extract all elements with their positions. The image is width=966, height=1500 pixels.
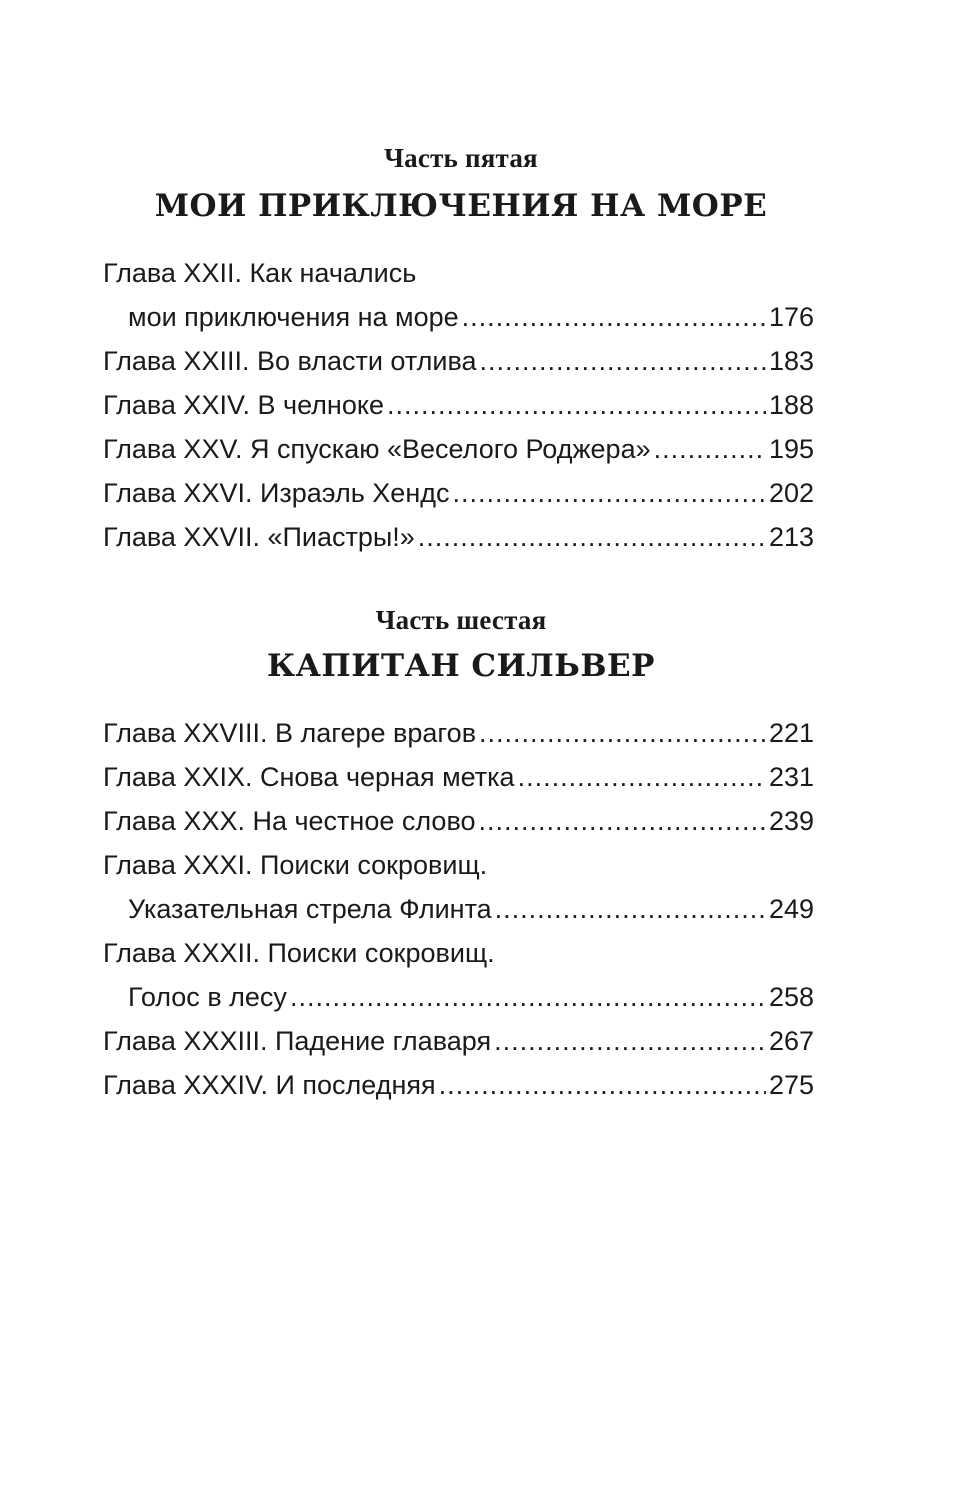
- toc-entry-text: Глава XXV. Я спускаю «Веселого Роджера»: [103, 434, 651, 464]
- toc-entry-text: Глава XXIX. Снова черная метка: [103, 762, 515, 792]
- toc-entry-ch29[interactable]: [103, 759, 814, 795]
- toc-entry-text: Глава XXVI. Израэль Хендс: [103, 478, 450, 508]
- dot-leader: [439, 1067, 766, 1103]
- toc-entry-text: Указательная стрела Флинта: [128, 894, 492, 924]
- toc-entry-text: Голос в лесу: [128, 982, 287, 1012]
- toc-page-number: 176: [768, 302, 814, 332]
- toc-entry-text: Глава XXIV. В челноке: [103, 390, 384, 420]
- toc-entry-ch28[interactable]: [103, 715, 814, 751]
- toc-entry-text: Глава XXXIV. И последняя: [103, 1070, 436, 1100]
- toc-entry-text: Глава XXXII. Поиски сокровищ.: [103, 938, 495, 968]
- toc-entry-text: Глава XXVIII. В лагере врагов: [103, 718, 477, 748]
- toc-entry-ch31-line1[interactable]: [103, 847, 814, 883]
- toc-entry-text: Глава XXXIII. Падение главаря: [103, 1026, 492, 1056]
- toc-entry-ch26[interactable]: [103, 475, 814, 511]
- dot-leader: [479, 803, 766, 839]
- part-6-label: Часть шестая: [375, 605, 547, 635]
- toc-entry-ch22-line1[interactable]: [103, 255, 814, 291]
- toc-entry-text: Глава XXII. Как начались: [103, 258, 417, 288]
- toc-page-number: 275: [768, 1070, 814, 1100]
- dot-leader: [518, 759, 766, 795]
- toc-entry-text: мои приключения на море: [128, 302, 459, 332]
- dot-leader: [418, 519, 766, 555]
- part-6-title: КАПИТАН СИЛЬВЕР: [266, 648, 655, 684]
- toc-entry-ch25[interactable]: [103, 431, 814, 467]
- toc-page-number: 258: [768, 982, 814, 1012]
- toc-entry-ch30[interactable]: [103, 803, 814, 839]
- dot-leader: [452, 475, 765, 511]
- toc-entry-text: Глава XXIII. Во власти отлива: [103, 346, 477, 376]
- dot-leader: [494, 1023, 766, 1059]
- toc-entry-text: Глава XXX. На честное слово: [103, 806, 476, 836]
- toc-entry-ch34[interactable]: [103, 1067, 814, 1103]
- toc-entry-ch24[interactable]: [103, 387, 814, 423]
- toc-entry-ch32-line1[interactable]: [103, 935, 814, 971]
- toc-entry-ch31-line2[interactable]: [128, 891, 814, 927]
- toc-page-number: 188: [768, 390, 814, 420]
- toc-entry-ch27[interactable]: [103, 519, 814, 555]
- toc-page-number: 249: [768, 894, 814, 924]
- toc-page-number: 221: [768, 718, 814, 748]
- toc-entry-ch22-line2[interactable]: [128, 299, 814, 335]
- toc-page-number: 202: [768, 478, 814, 508]
- toc-page-number: 231: [768, 762, 814, 792]
- toc-page-number: 267: [768, 1026, 814, 1056]
- toc-entry-ch32-line2[interactable]: [128, 979, 814, 1015]
- toc-page-number: 183: [768, 346, 814, 376]
- part-5-title: МОИ ПРИКЛЮЧЕНИЯ НА МОРЕ: [154, 188, 768, 224]
- toc-entry-ch33[interactable]: [103, 1023, 814, 1059]
- toc-page-number: 213: [768, 522, 814, 552]
- toc-entry-text: Глава XXXI. Поиски сокровищ.: [103, 850, 488, 880]
- dot-leader: [387, 387, 766, 423]
- dot-leader: [462, 299, 766, 335]
- part-5-label: Часть пятая: [384, 143, 538, 173]
- toc-page-number: 195: [768, 434, 814, 464]
- dot-leader: [290, 979, 766, 1015]
- dot-leader: [495, 891, 766, 927]
- dot-leader: [479, 715, 766, 751]
- toc-page-number: 239: [768, 806, 814, 836]
- dot-leader: [654, 431, 766, 467]
- toc-entry-text: Глава XXVII. «Пиастры!»: [103, 522, 415, 552]
- toc-entry-ch23[interactable]: [103, 343, 814, 379]
- dot-leader: [480, 343, 766, 379]
